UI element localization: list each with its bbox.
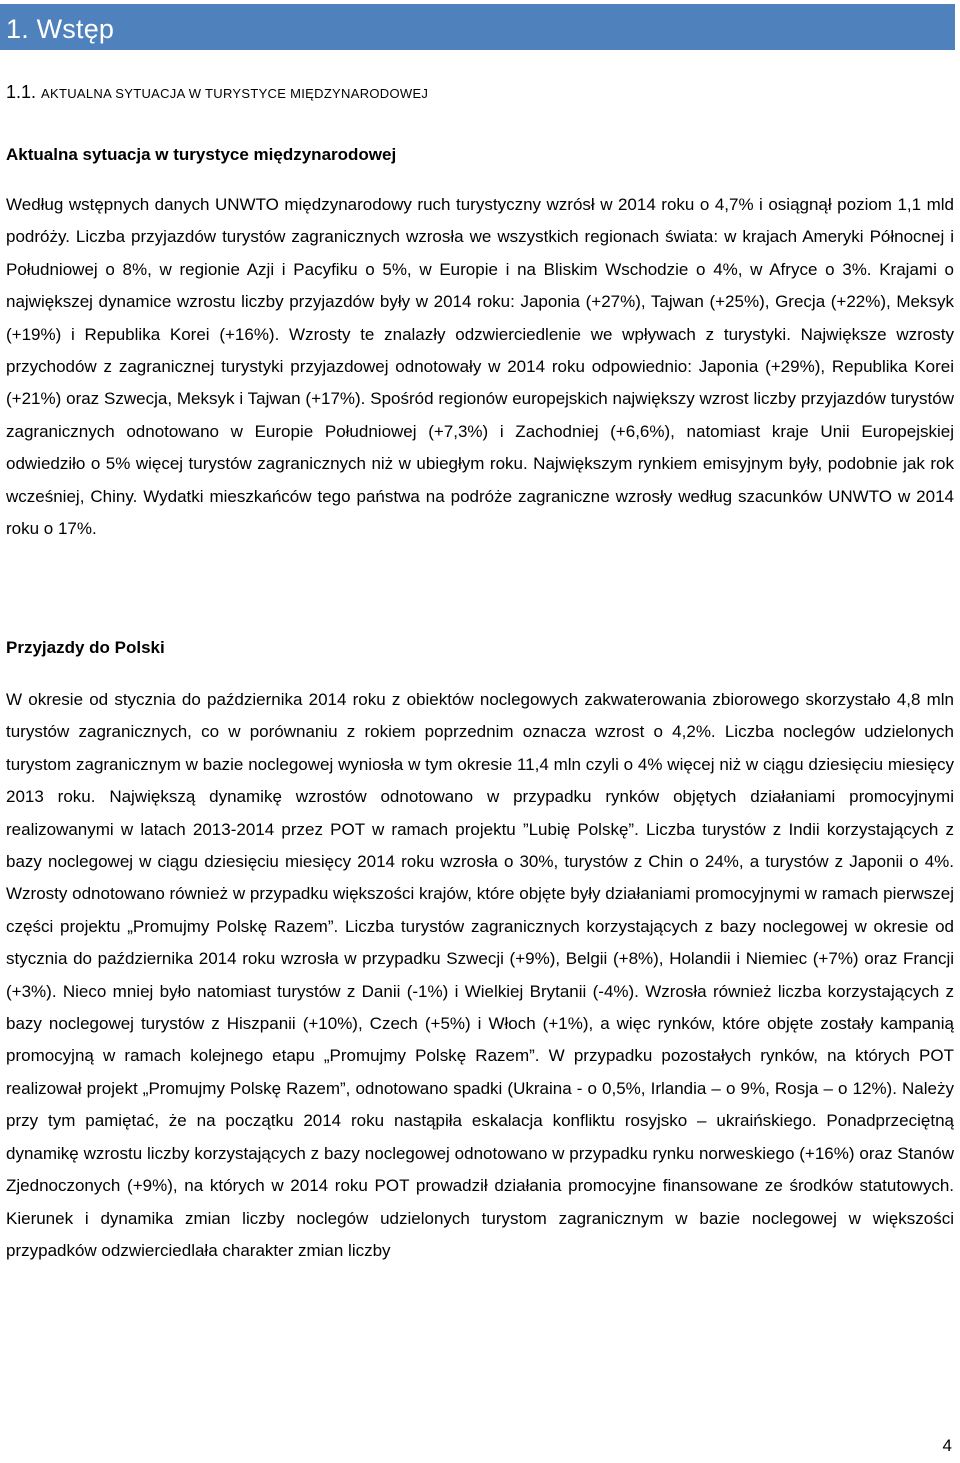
chapter-header-bar — [0, 4, 955, 50]
section-number: 1.1. — [6, 82, 37, 102]
section-heading — [6, 80, 428, 106]
subsection-heading-poland: Przyjazdy do Polski — [6, 638, 165, 657]
subsection-heading-international: Aktualna sytuacja w turystyce międzynarodowej — [6, 145, 397, 164]
page-number: 4 — [942, 1436, 952, 1455]
paragraph-arrivals-poland: W okresie od stycznia do października 2014 roku z obiektów noclegowych zakwaterowania zbiorowego skorzystało 4,8 mln turystów zagranicznych, co w porównaniu z rokiem poprzednim oznacza wzrost o 4,2%. Liczba noclegów udzielonych turystom zagranicznym w bazie noclegowej wyniosła w tym okresie 11,4 mln czyli o 4% więcej niż w ciągu dziesięciu miesięcy 2013 roku. Największą dynamikę wzrostów odnotowano w przypadku rynków objętych działaniami promocyjnymi realizowanymi w latach 2013-2014 przez POT w ramach projektu ”Lubię Polskę”. Liczba turystów z Indii korzystających z bazy noclegowej w ciągu dziesięciu miesięcy 2014 roku wzrosła o 30%, turystów z Chin o 24%, a turystów z Japonii o 4%. Wzrosty odnotowano również w przypadku większości krajów, które objęte były działaniami promocyjnymi w ramach pierwszej części projektu „Promujmy Polskę Razem”. Liczba turystów zagranicznych korzystających z bazy noclegowej w okresie od stycznia do października 2014 roku wzrosła w przypadku Szwecji (+9%), Belgii (+8%), Holandii i Niemiec (+7%) oraz Francji (+3%). Nieco mniej było natomiast turystów z Danii (-1%) i Wielkiej Brytanii (-4%). Wzrosła również liczba korzystających z bazy noclegowej turystów z Hiszpanii (+10%), Czech (+5%) i Włoch (+1%), a więc rynków, które objęte zostały kampanią promocyjną w ramach kolejnego etapu „Promujmy Polskę Razem”. W przypadku pozostałych rynków, na których POT realizował projekt „Promujmy Polskę Razem”, odnotowano spadki (Ukraina - o 0,5%, Irlandia – o 9%, Rosja – o 12%). Należy przy tym pamiętać, że na początku 2014 roku nastąpiła eskalacja konfliktu rosyjsko – ukraińskiego. Ponadprzeciętną dynamikę wzrostu liczby korzystających z bazy noclegowej odnotowano w przypadku rynku norweskiego (+16%) oraz Stanów Zjednoczonych (+9%), na których w 2014 roku POT prowadził działania promocyjne finansowane ze środków statutowych. Kierunek i dynamika zmian liczby noclegów udzielonych turystom zagranicznym w bazie noclegowej w większości przypadków odzwierciedlała charakter zmian liczby — [6, 690, 954, 1260]
chapter-title: 1. Wstęp — [6, 14, 115, 44]
section-title: AKTUALNA SYTUACJA W TURYSTYCE MIĘDZYNARODOWEJ — [41, 86, 429, 101]
paragraph-international-tourism: Według wstępnych danych UNWTO międzynarodowy ruch turystyczny wzrósł w 2014 roku o 4,7% i osiągnął poziom 1,1 mld podróży. Liczba przyjazdów turystów zagranicznych wzrosła we wszystkich regionach świata: w krajach Ameryki Północnej i Południowej o 8%, w regionie Azji i Pacyfiku o 5%, w Europie i na Bliskim Wschodzie o 4%, w Afryce o 3%. Krajami o największej dynamice wzrostu liczby przyjazdów były w 2014 roku: Japonia (+27%), Tajwan (+25%), Grecja (+22%), Meksyk (+19%) i Republika Korei (+16%). Wzrosty te znalazły odzwierciedlenie we wpływach z turystyki. Największe wzrosty przychodów z zagranicznej turystyki przyjazdowej odnotowały w 2014 roku odpowiednio: Japonia (+29%), Republika Korei (+21%) oraz Szwecja, Meksyk i Tajwan (+17%). Spośród regionów europejskich największy wzrost liczby przyjazdów turystów zagranicznych odnotowano w Europie Południowej (+7,3%) i Zachodniej (+6,6%), natomiast kraje Unii Europejskiej odwiedziło o 5% więcej turystów zagranicznych niż w ubiegłym roku. Największym rynkiem emisyjnym były, podobnie jak rok wcześniej, Chiny. Wydatki mieszkańców tego państwa na podróże zagraniczne wzrosły według szacunków UNWTO w 2014 roku o 17%. — [6, 195, 954, 539]
